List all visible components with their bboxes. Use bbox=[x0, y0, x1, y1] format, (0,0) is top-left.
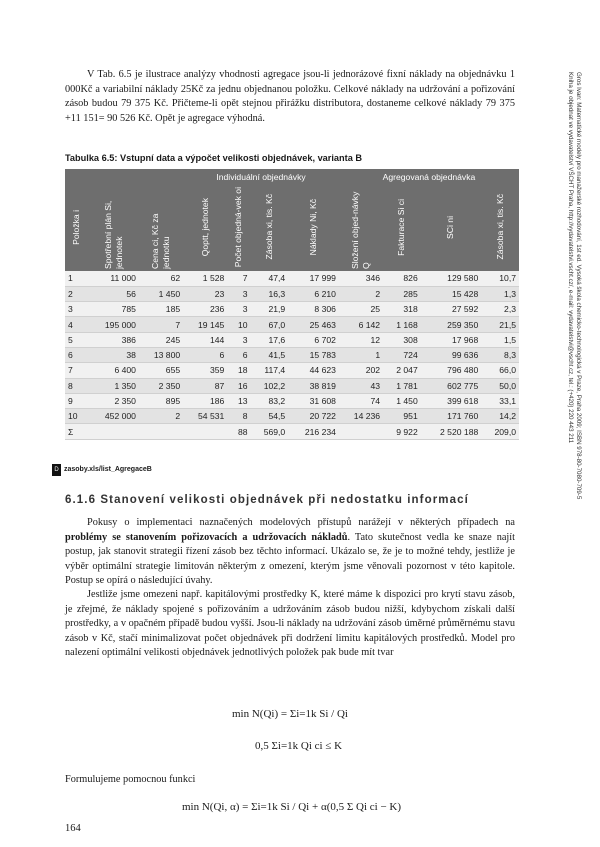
table-cell: 346 bbox=[339, 271, 383, 286]
table-header-cell bbox=[481, 185, 519, 271]
table-cell: 2 047 bbox=[383, 363, 421, 378]
table-cell: 9 922 bbox=[383, 424, 421, 439]
table-cell: 1,5 bbox=[481, 332, 519, 347]
table-cell: 25 463 bbox=[288, 317, 339, 332]
table-header-label: Cena ci, Kč za jednotku bbox=[150, 213, 172, 269]
paragraph-problems bbox=[65, 516, 515, 589]
table-header-label: Počet objedná-vek oi bbox=[233, 186, 244, 268]
table-cell: 14 236 bbox=[339, 409, 383, 424]
table-cell: 9 bbox=[65, 393, 88, 408]
paragraph-text: Pokusy o implementaci naznačených modelových přístupů narážejí v některých případech na bbox=[87, 517, 515, 528]
table-cell: 17 968 bbox=[421, 332, 482, 347]
paragraph-text: . Tato skutečnost vedla ke snaze najít postup, jak stanovit strategii řízení zásob bez těchto informací. Ukázalo se, že je to možné tehdy, jestliže je výběr optimální strategie limitován některým z omezení, kterým jsme věnovali pozornost v této kapitole. Postup se opírá o následující úvahy. bbox=[65, 531, 515, 587]
table-header-cell bbox=[88, 185, 139, 271]
table-row bbox=[65, 286, 519, 301]
table-cell: 245 bbox=[139, 332, 183, 347]
table-cell: 20 722 bbox=[288, 409, 339, 424]
equation-objective: min N(Qi) = Σi=1k Si / Qi bbox=[232, 708, 348, 720]
table-cell: 6 bbox=[65, 347, 88, 362]
table-row bbox=[65, 332, 519, 347]
paragraph-auxiliary: Formulujeme pomocnou funkci bbox=[65, 774, 196, 785]
table-row bbox=[65, 317, 519, 332]
table-cell: 88 bbox=[227, 424, 250, 439]
equation-lagrange: min N(Qi, α) = Σi=1k Si / Qi + α(0,5 Σ Qi ci − K) bbox=[182, 801, 402, 813]
table-cell: 1 781 bbox=[383, 378, 421, 393]
table-cell: 13 800 bbox=[139, 347, 183, 362]
table-header-cell bbox=[421, 185, 482, 271]
table-header-cell bbox=[183, 185, 227, 271]
table-cell: 1 528 bbox=[183, 271, 227, 286]
table-cell: 43 bbox=[339, 378, 383, 393]
table-cell: 209,0 bbox=[481, 424, 519, 439]
table-cell: 1 bbox=[339, 347, 383, 362]
table-cell: 38 819 bbox=[288, 378, 339, 393]
page-number: 164 bbox=[65, 823, 81, 834]
table-cell: 23 bbox=[183, 286, 227, 301]
excel-file-icon: D bbox=[52, 464, 61, 476]
table-cell: 74 bbox=[339, 393, 383, 408]
table-cell: 16,3 bbox=[251, 286, 289, 301]
table-group-individual: Individuální objednávky bbox=[183, 169, 339, 185]
table-cell: Σ bbox=[65, 424, 88, 439]
table-cell: 19 145 bbox=[183, 317, 227, 332]
table-header-label: Zásoba xi, tis. Kč bbox=[263, 194, 274, 260]
table-header-label: Spotřební plán Si, jednotek bbox=[102, 200, 124, 269]
table-cell: 12 bbox=[339, 332, 383, 347]
table-cell: 8,3 bbox=[481, 347, 519, 362]
table-cell: 1,3 bbox=[481, 286, 519, 301]
equation-constraint: 0,5 Σi=1k Qi ci ≤ K bbox=[255, 740, 343, 752]
table-cell: 10,7 bbox=[481, 271, 519, 286]
table-cell: 6 bbox=[183, 347, 227, 362]
table-cell: 6 142 bbox=[339, 317, 383, 332]
table-cell: 7 bbox=[139, 317, 183, 332]
table-cell: 236 bbox=[183, 302, 227, 317]
table-header-label: Fakturace Si ci bbox=[396, 198, 407, 256]
table-cell: 6 702 bbox=[288, 332, 339, 347]
table-row bbox=[65, 424, 519, 439]
table-header-cell bbox=[339, 185, 383, 271]
table-cell: 655 bbox=[139, 363, 183, 378]
table-cell: 2,3 bbox=[481, 302, 519, 317]
table-cell: 195 000 bbox=[88, 317, 139, 332]
data-table bbox=[65, 169, 519, 440]
table-row bbox=[65, 363, 519, 378]
table-header-label: Položka i bbox=[71, 209, 82, 245]
table-header-cell bbox=[139, 185, 183, 271]
table-cell: 452 000 bbox=[88, 409, 139, 424]
table-cell: 359 bbox=[183, 363, 227, 378]
side-note-line-2: Kniha je objednat ve vydavatelství VŠCHT Praha, http://vydavatelstvi.vscht.cz/, e-mail: vydavatelstvi@vscht.cz, tel.: (+420) 220 443 211 bbox=[567, 72, 574, 444]
table-cell: 83,2 bbox=[251, 393, 289, 408]
table-cell: 1 450 bbox=[139, 286, 183, 301]
table-cell: 796 480 bbox=[421, 363, 482, 378]
table-cell: 54 531 bbox=[183, 409, 227, 424]
intro-paragraph: V Tab. 6.5 je ilustrace analýzy vhodnosti agregace jsou-li jednorázové fixní náklady na objednávku 1 000Kč a variabilní náklady 25Kč za jednu objednanou položku. Celkové náklady na udržování a pořizování zásob budou 79 375 Kč. Přičteme-li opět stejnou přirážku distributora, dostaneme celkové náklady 79 375 +11 151= 90 526 Kč. Opět je agregace výhodná. bbox=[65, 69, 515, 124]
table-cell: 3 bbox=[227, 286, 250, 301]
table-cell: 41,5 bbox=[251, 347, 289, 362]
table-cell: 87 bbox=[183, 378, 227, 393]
paragraph-capital-limit: Jestliže jsme omezeni např. kapitálovými prostředky K, které máme k dispozici pro krytí stavu zásob, je zřejmé, že náklady spojené s pořizováním a udržováním zásob budou nižší, kdybychom získali další prostředky, a v opačném případě budou vyšší. Jsou-li náklady na udržování zásob úměrné průměrnému stavu zásob v Kč, stačí minimalizovat počet objednávek při dodržení limitu kapitálových prostředků. Model pro nalezení optimální velikosti objednávek jednotlivých položek pak bude mít tvar bbox=[65, 589, 515, 659]
table-cell: 8 306 bbox=[288, 302, 339, 317]
table-cell: 4 bbox=[65, 317, 88, 332]
table-cell: 569,0 bbox=[251, 424, 289, 439]
table-cell bbox=[183, 424, 227, 439]
table-cell: 6 210 bbox=[288, 286, 339, 301]
table-cell: 6 bbox=[227, 347, 250, 362]
source-file-label: zasoby.xls/list_AgregaceB bbox=[64, 466, 152, 473]
table-body bbox=[65, 271, 519, 439]
table-cell: 5 bbox=[65, 332, 88, 347]
table-cell bbox=[139, 424, 183, 439]
table-header-cell bbox=[288, 185, 339, 271]
table-group-header-row bbox=[65, 169, 519, 185]
side-note-text bbox=[566, 72, 582, 772]
table-row bbox=[65, 393, 519, 408]
table-cell: 2 350 bbox=[88, 393, 139, 408]
table-cell: 33,1 bbox=[481, 393, 519, 408]
side-note bbox=[567, 72, 582, 772]
table-cell: 2 bbox=[339, 286, 383, 301]
table-header-cell bbox=[227, 185, 250, 271]
table-cell: 6 400 bbox=[88, 363, 139, 378]
table-cell: 14,2 bbox=[481, 409, 519, 424]
table-row bbox=[65, 271, 519, 286]
table-row bbox=[65, 302, 519, 317]
table-cell: 13 bbox=[227, 393, 250, 408]
table-cell: 16 bbox=[227, 378, 250, 393]
table-cell: 47,4 bbox=[251, 271, 289, 286]
table-group-aggregated: Agregovaná objednávka bbox=[339, 169, 519, 185]
table-cell: 259 350 bbox=[421, 317, 482, 332]
table-cell: 15 783 bbox=[288, 347, 339, 362]
table-header-cell bbox=[251, 185, 289, 271]
table-header-cell bbox=[65, 185, 88, 271]
table-cell: 386 bbox=[88, 332, 139, 347]
table-cell: 1 350 bbox=[88, 378, 139, 393]
table-caption: Tabulka 6.5: Vstupní data a výpočet velikosti objednávek, varianta B bbox=[65, 153, 362, 163]
table-cell: 186 bbox=[183, 393, 227, 408]
table-row bbox=[65, 409, 519, 424]
table-cell: 50,0 bbox=[481, 378, 519, 393]
table-cell: 3 bbox=[65, 302, 88, 317]
table-cell: 602 775 bbox=[421, 378, 482, 393]
table-cell: 10 bbox=[65, 409, 88, 424]
table-header-label: Qoptt, jednotek bbox=[199, 197, 210, 257]
table-cell: 67,0 bbox=[251, 317, 289, 332]
table-cell: 17 999 bbox=[288, 271, 339, 286]
table-cell: 1 168 bbox=[383, 317, 421, 332]
table-cell: 895 bbox=[139, 393, 183, 408]
table-header-cell bbox=[383, 185, 421, 271]
table-cell bbox=[88, 424, 139, 439]
table-cell: 21,5 bbox=[481, 317, 519, 332]
table-cell: 285 bbox=[383, 286, 421, 301]
section-heading: 6.1.6 Stanovení velikosti objednávek při nedostatku informací bbox=[65, 494, 469, 506]
table-cell: 21,9 bbox=[251, 302, 289, 317]
table-cell: 2 520 188 bbox=[421, 424, 482, 439]
table-cell: 62 bbox=[139, 271, 183, 286]
table-cell: 15 428 bbox=[421, 286, 482, 301]
table-cell: 7 bbox=[227, 271, 250, 286]
table-cell: 202 bbox=[339, 363, 383, 378]
table-cell: 31 608 bbox=[288, 393, 339, 408]
table-cell: 1 450 bbox=[383, 393, 421, 408]
table-cell: 66,0 bbox=[481, 363, 519, 378]
table-cell: 826 bbox=[383, 271, 421, 286]
table-cell: 171 760 bbox=[421, 409, 482, 424]
table-cell: 2 350 bbox=[139, 378, 183, 393]
table-cell: 185 bbox=[139, 302, 183, 317]
table-cell: 44 623 bbox=[288, 363, 339, 378]
table-cell: 56 bbox=[88, 286, 139, 301]
table-cell: 117,4 bbox=[251, 363, 289, 378]
table-row bbox=[65, 378, 519, 393]
table-cell: 27 592 bbox=[421, 302, 482, 317]
table-cell: 216 234 bbox=[288, 424, 339, 439]
table-cell: 2 bbox=[65, 286, 88, 301]
table-cell: 3 bbox=[227, 332, 250, 347]
table-cell: 38 bbox=[88, 347, 139, 362]
table-cell: 2 bbox=[139, 409, 183, 424]
table-header-label: Zásoba xi, tis. Kč bbox=[494, 194, 505, 260]
table-cell: 7 bbox=[65, 363, 88, 378]
table-header-label: Složení objed-návky Q bbox=[350, 191, 371, 269]
table-cell: 8 bbox=[65, 378, 88, 393]
table-cell: 11 000 bbox=[88, 271, 139, 286]
bold-phrase: problémy se stanovením pořizovacích a udržovacích nákladů bbox=[65, 531, 348, 543]
table-cell: 3 bbox=[227, 302, 250, 317]
table-cell: 399 618 bbox=[421, 393, 482, 408]
table-header-row bbox=[65, 185, 519, 271]
table-cell: 724 bbox=[383, 347, 421, 362]
table-cell bbox=[339, 424, 383, 439]
side-note-line-1: Gros Ivan: Matematické modely pro manažerské rozhodování, 1st ed. Vysoká škola chemicko-technologická v Praze, Praha 2009; ISBN 978-80-7080-709-5 bbox=[575, 72, 582, 500]
table-cell: 785 bbox=[88, 302, 139, 317]
table-cell: 102,2 bbox=[251, 378, 289, 393]
table-cell: 25 bbox=[339, 302, 383, 317]
table-cell: 54,5 bbox=[251, 409, 289, 424]
table-cell: 8 bbox=[227, 409, 250, 424]
table-row bbox=[65, 347, 519, 362]
table-cell: 951 bbox=[383, 409, 421, 424]
table-cell: 308 bbox=[383, 332, 421, 347]
table-cell: 129 580 bbox=[421, 271, 482, 286]
table-cell: 18 bbox=[227, 363, 250, 378]
table-header-label: SCi ni bbox=[445, 215, 456, 239]
table-header-label: Náklady Ni, Kč bbox=[308, 198, 319, 256]
table-cell: 1 bbox=[65, 271, 88, 286]
table-cell: 17,6 bbox=[251, 332, 289, 347]
table-group-empty bbox=[65, 169, 183, 185]
table-cell: 318 bbox=[383, 302, 421, 317]
table-cell: 10 bbox=[227, 317, 250, 332]
table-cell: 144 bbox=[183, 332, 227, 347]
table-cell: 99 636 bbox=[421, 347, 482, 362]
